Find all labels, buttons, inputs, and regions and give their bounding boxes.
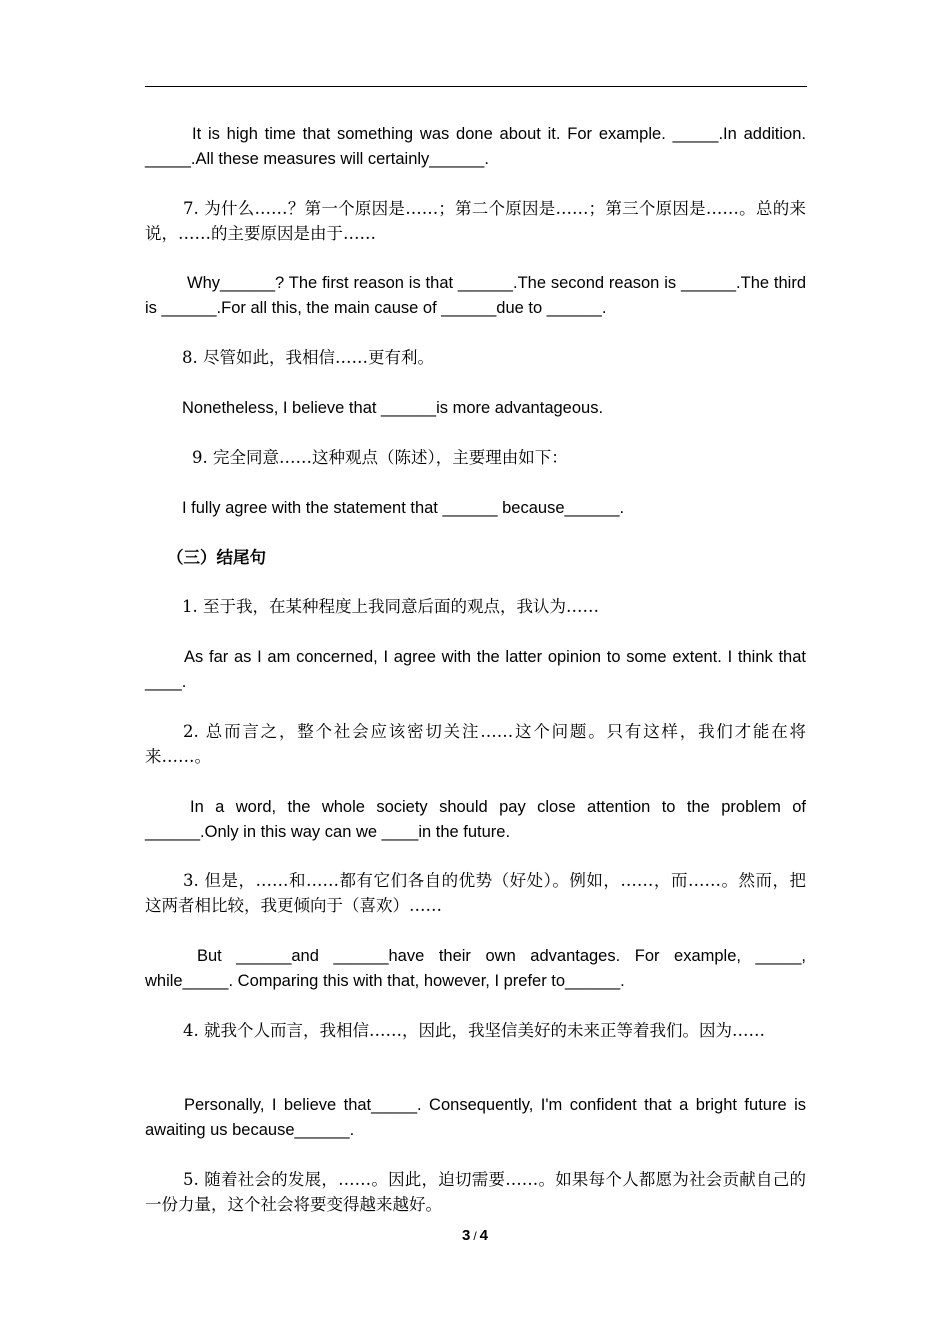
paragraph-en-agree: I fully agree with the statement that ______ because______. <box>182 499 625 517</box>
paragraph-zh-advantages: 3. 但是，……和……都有它们各自的优势（好处）。例如，……，而……。然而，把这两者相比较，我更倾向于（喜欢）…… <box>145 871 806 915</box>
paragraph-zh-society: 5. 随着社会的发展，……。因此，迫切需要……。如果每个人都愿为社会贡献自己的一份力量，这个社会将要变得越来越好。 <box>145 1170 806 1214</box>
header-rule <box>145 86 807 87</box>
paragraph-zh-reasons: 7. 为什么……？第一个原因是……；第二个原因是……；第三个原因是……。总的来说，……的主要原因是由于…… <box>145 199 806 243</box>
paragraph-zh-as-for-me: 1. 至于我，在某种程度上我同意后面的观点，我认为…… <box>182 597 599 616</box>
paragraph-en-in-a-word: In a word, the whole society should pay close attention to the problem of ______.Only in this way can we ____in the future. <box>145 798 806 841</box>
paragraph-en-measures: It is high time that something was done about it. For example. _____.In addition. _____.All these measures will certainly______. <box>145 125 806 168</box>
total-pages: 4 <box>479 1227 489 1244</box>
paragraph-en-reasons: Why______? The first reason is that ______.The second reason is ______.The third is ______.For all this, the main cause of ______due to ______. <box>145 274 806 317</box>
page-separator: / <box>473 1229 477 1243</box>
page-number <box>0 1227 950 1244</box>
paragraph-zh-agree: 9. 完全同意……这种观点（陈述），主要理由如下： <box>192 448 568 467</box>
current-page: 3 <box>461 1227 471 1244</box>
paragraph-en-as-far-as: As far as I am concerned, I agree with the latter opinion to some extent. I think that ____. <box>145 648 806 691</box>
paragraph-en-advantages: But ______and ______have their own advantages. For example, _____, while_____. Comparing this with that, however, I prefer to______. <box>145 947 806 990</box>
section-heading-closing: （三）结尾句 <box>167 548 266 567</box>
paragraph-en-nonetheless: Nonetheless, I believe that ______is more advantageous. <box>182 399 604 417</box>
paragraph-zh-personally: 4. 就我个人而言，我相信……，因此，我坚信美好的未来正等着我们。因为…… <box>183 1021 765 1040</box>
paragraph-zh-nonetheless: 8. 尽管如此，我相信……更有利。 <box>182 348 434 367</box>
paragraph-zh-in-a-word: 2. 总而言之，整个社会应该密切关注……这个问题。只有这样，我们才能在将来……。 <box>145 722 806 766</box>
paragraph-en-personally: Personally, I believe that_____. Consequently, I'm confident that a bright future is awaiting us because______. <box>145 1096 806 1139</box>
